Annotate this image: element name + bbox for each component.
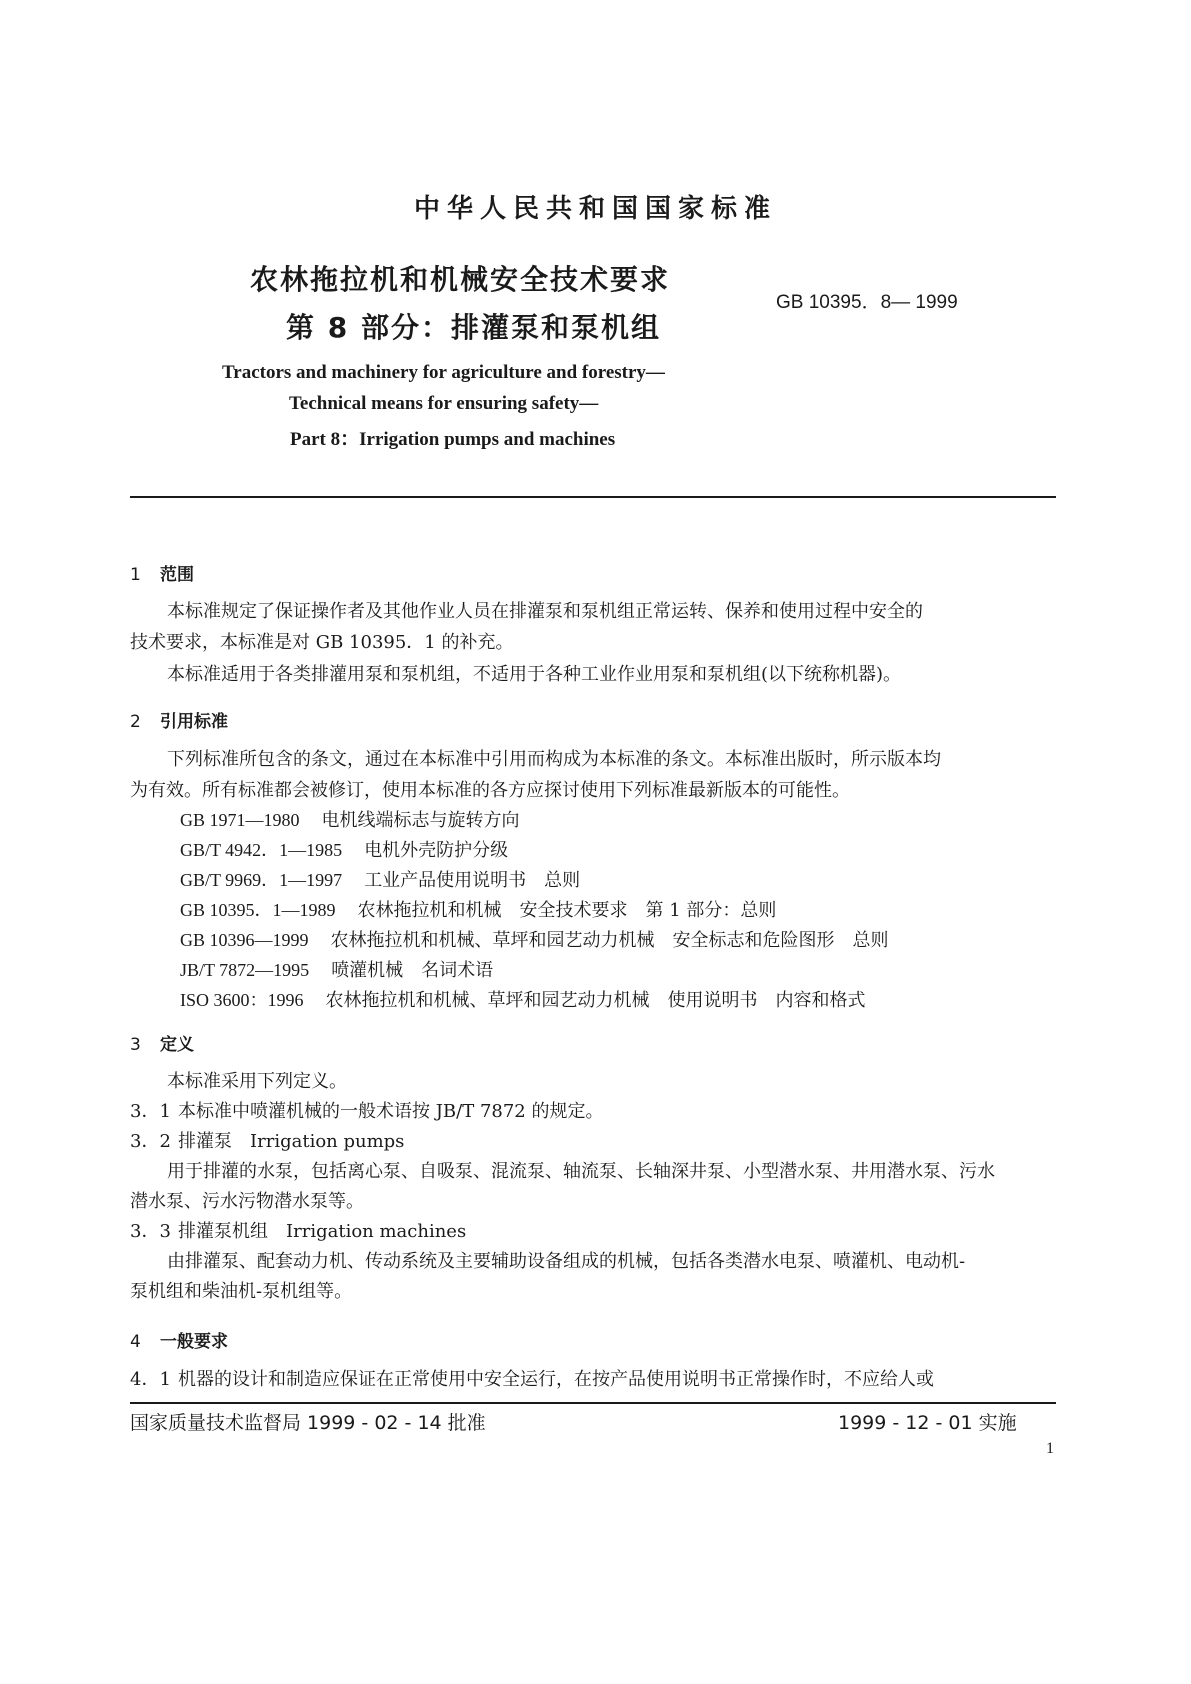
section-4-number: 4 [130, 1332, 141, 1352]
title-en-line3: Part 8：Irrigation pumps and machines [290, 429, 616, 450]
reference-code: GB/T 4942．1—1985 [180, 840, 343, 860]
section-2-heading [130, 707, 228, 732]
clause-3-2 [130, 1126, 404, 1158]
clause-3-3-term: 排灌泵机组 Irrigation machines [178, 1221, 467, 1242]
reference-title: 农林拖拉机和机械、草坪和园艺动力机械 使用说明书 内容和格式 [325, 990, 866, 1011]
clause-3-2-number: 3．2 [130, 1131, 171, 1152]
reference-title: 电机线端标志与旋转方向 [321, 810, 520, 831]
reference-title: 工业产品使用说明书 总则 [364, 870, 581, 891]
section-1-title: 范围 [160, 565, 194, 585]
section-2-number: 2 [130, 712, 141, 732]
section-3-heading [130, 1030, 194, 1055]
reference-title: 农林拖拉机和机械 安全技术要求 第 1 部分：总则 [357, 900, 777, 921]
section-1-para1-line1: 本标准规定了保证操作者及其他作业人员在排灌泵和泵机组正常运转、保养和使用过程中安全的 [167, 601, 923, 622]
clause-4-1-number: 4．1 [130, 1369, 171, 1390]
title-en-line2: Technical means for ensuring safety— [289, 393, 599, 414]
reference-code: JB/T 7872—1995 [180, 960, 310, 980]
reference-code: GB 1971—1980 [180, 810, 300, 830]
clause-3-2-line1: 用于排灌的水泵，包括离心泵、自吸泵、混流泵、轴流泵、长轴深井泵、小型潜水泵、井用潜水泵、污水 [167, 1161, 995, 1182]
footer-divider [130, 1402, 1056, 1404]
clause-4-1 [130, 1364, 934, 1396]
section-3-title: 定义 [160, 1035, 194, 1055]
section-1-para1-line2: 技术要求，本标准是对 GB 10395．1 的补充。 [130, 632, 514, 653]
clause-3-1-number: 3．1 [130, 1101, 171, 1122]
section-1-number: 1 [130, 565, 141, 585]
reference-item [180, 806, 520, 832]
reference-code: ISO 3600：1996 [180, 990, 304, 1010]
title-cn-line1: 农林拖拉机和机械安全技术要求 [250, 263, 671, 296]
clause-3-3-line2: 泵机组和柴油机-泵机组等。 [130, 1281, 353, 1302]
approval-date: 国家质量技术监督局 1999 - 02 - 14 批准 [130, 1412, 486, 1434]
clause-3-3-number: 3．3 [130, 1221, 171, 1242]
reference-code: GB/T 9969．1—1997 [180, 870, 343, 890]
reference-code: GB 10395．1—1989 [180, 900, 336, 920]
clause-3-2-term: 排灌泵 Irrigation pumps [178, 1131, 405, 1152]
section-1-para2: 本标准适用于各类排灌用泵和泵机组，不适用于各种工业作业用泵和泵机组(以下统称机器)。 [167, 664, 902, 685]
implementation-date: 1999 - 12 - 01 实施 [838, 1412, 1017, 1434]
reference-item [180, 986, 866, 1012]
standard-code: GB 10395．8— 1999 [776, 292, 958, 313]
reference-item [180, 836, 508, 862]
section-2-title: 引用标准 [160, 712, 228, 732]
clause-3-2-line2: 潜水泵、污水污物潜水泵等。 [130, 1191, 364, 1212]
section-4-heading [130, 1327, 228, 1352]
reference-item [180, 896, 776, 922]
reference-item [180, 866, 580, 892]
reference-item [180, 926, 889, 952]
clause-3-3-line1: 由排灌泵、配套动力机、传动系统及主要辅助设备组成的机械，包括各类潜水电泵、喷灌机、电动机- [167, 1251, 966, 1272]
section-3-intro: 本标准采用下列定义。 [167, 1071, 347, 1092]
page-number: 1 [1046, 1440, 1054, 1457]
reference-title: 农林拖拉机和机械、草坪和园艺动力机械 安全标志和危险图形 总则 [330, 930, 889, 951]
header-divider [130, 496, 1056, 498]
section-4-title: 一般要求 [160, 1332, 228, 1352]
title-en-line1: Tractors and machinery for agriculture and forestry— [222, 362, 665, 383]
section-2-para-line2: 为有效。所有标准都会被修订，使用本标准的各方应探讨使用下列标准最新版本的可能性。 [130, 780, 850, 801]
section-1-heading [130, 560, 194, 585]
title-cn-line2: 第 8 部分：排灌泵和泵机组 [286, 311, 661, 344]
reference-item [180, 956, 493, 982]
reference-code: GB 10396—1999 [180, 930, 309, 950]
reference-title: 电机外壳防护分级 [364, 840, 509, 861]
clause-3-1-text: 本标准中喷灌机械的一般术语按 JB/T 7872 的规定。 [178, 1101, 604, 1122]
section-3-number: 3 [130, 1035, 141, 1055]
section-2-para-line1: 下列标准所包含的条文，通过在本标准中引用而构成为本标准的条文。本标准出版时，所示版本均 [167, 749, 941, 770]
reference-title: 喷灌机械 名词术语 [331, 960, 494, 981]
national-standard-heading: 中华人民共和国国家标准 [413, 194, 777, 224]
clause-4-1-text: 机器的设计和制造应保证在正常使用中安全运行，在按产品使用说明书正常操作时，不应给人或 [178, 1369, 934, 1390]
clause-3-3 [130, 1216, 466, 1248]
clause-3-1 [130, 1096, 604, 1128]
